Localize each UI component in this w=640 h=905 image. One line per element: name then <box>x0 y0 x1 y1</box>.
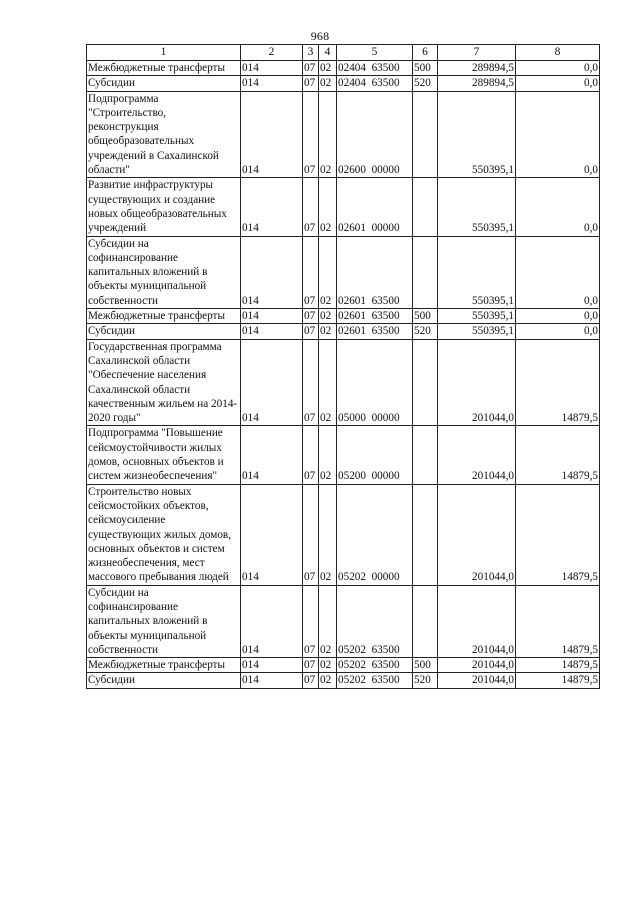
subsection-code-cell: 02 <box>319 585 337 657</box>
column-header: 1 <box>87 45 241 61</box>
column-header: 6 <box>413 45 438 61</box>
expense-type-cell: 500 <box>413 61 438 76</box>
expense-type-cell <box>413 484 438 585</box>
amount-cell: 550395,1 <box>438 91 516 178</box>
expense-type-cell <box>413 236 438 308</box>
federal-amount-cell: 0,0 <box>516 324 600 339</box>
subsection-code-cell: 02 <box>319 426 337 484</box>
subsection-code-cell: 02 <box>319 324 337 339</box>
federal-amount-cell: 0,0 <box>516 309 600 324</box>
federal-amount-cell: 0,0 <box>516 76 600 91</box>
target-article-cell: 05200 00000 <box>337 426 413 484</box>
budget-table <box>86 44 600 689</box>
column-header: 4 <box>319 45 337 61</box>
row-name-cell: Субсидии <box>87 673 241 688</box>
amount-cell: 550395,1 <box>438 309 516 324</box>
federal-amount-cell: 14879,5 <box>516 585 600 657</box>
ministry-code-cell: 014 <box>241 61 303 76</box>
page-number: 968 <box>310 29 330 43</box>
target-article-cell: 05202 00000 <box>337 484 413 585</box>
federal-amount-cell: 14879,5 <box>516 658 600 673</box>
target-article-cell: 02601 63500 <box>337 236 413 308</box>
subsection-code-cell: 02 <box>319 61 337 76</box>
row-name-cell: Субсидии <box>87 324 241 339</box>
subsection-code-cell: 02 <box>319 178 337 236</box>
table-row <box>87 585 600 657</box>
ministry-code-cell: 014 <box>241 585 303 657</box>
table-row <box>87 91 600 178</box>
amount-cell: 201044,0 <box>438 673 516 688</box>
expense-type-cell <box>413 178 438 236</box>
target-article-cell: 02600 00000 <box>337 91 413 178</box>
amount-cell: 289894,5 <box>438 61 516 76</box>
table-row <box>87 673 600 688</box>
section-code-cell: 07 <box>303 76 319 91</box>
table-row <box>87 339 600 426</box>
table-row <box>87 658 600 673</box>
federal-amount-cell: 0,0 <box>516 61 600 76</box>
amount-cell: 201044,0 <box>438 339 516 426</box>
column-header: 7 <box>438 45 516 61</box>
subsection-code-cell: 02 <box>319 339 337 426</box>
expense-type-cell: 500 <box>413 309 438 324</box>
federal-amount-cell: 0,0 <box>516 91 600 178</box>
target-article-cell: 02601 63500 <box>337 324 413 339</box>
table-row <box>87 426 600 484</box>
amount-cell: 289894,5 <box>438 76 516 91</box>
ministry-code-cell: 014 <box>241 673 303 688</box>
section-code-cell: 07 <box>303 484 319 585</box>
expense-type-cell <box>413 339 438 426</box>
expense-type-cell: 500 <box>413 658 438 673</box>
ministry-code-cell: 014 <box>241 324 303 339</box>
row-name-cell: Подпрограмма "Повышение сейсмоустойчивости жилых домов, основных объектов и систем жизнеобеспечения" <box>87 426 241 484</box>
subsection-code-cell: 02 <box>319 236 337 308</box>
row-name-cell: Развитие инфраструктуры существующих и создание новых общеобразовательных учреждений <box>87 178 241 236</box>
amount-cell: 201044,0 <box>438 658 516 673</box>
expense-type-cell: 520 <box>413 673 438 688</box>
ministry-code-cell: 014 <box>241 484 303 585</box>
table-row <box>87 178 600 236</box>
subsection-code-cell: 02 <box>319 658 337 673</box>
row-name-cell: Субсидии <box>87 76 241 91</box>
expense-type-cell: 520 <box>413 324 438 339</box>
subsection-code-cell: 02 <box>319 673 337 688</box>
section-code-cell: 07 <box>303 178 319 236</box>
table-row <box>87 324 600 339</box>
ministry-code-cell: 014 <box>241 91 303 178</box>
target-article-cell: 05202 63500 <box>337 658 413 673</box>
target-article-cell: 02601 63500 <box>337 309 413 324</box>
row-name-cell: Государственная программа Сахалинской области "Обеспечение населения Сахалинской области качественным жильем на 2014-2020 годы" <box>87 339 241 426</box>
subsection-code-cell: 02 <box>319 484 337 585</box>
federal-amount-cell: 14879,5 <box>516 339 600 426</box>
section-code-cell: 07 <box>303 324 319 339</box>
federal-amount-cell: 14879,5 <box>516 673 600 688</box>
federal-amount-cell: 0,0 <box>516 178 600 236</box>
target-article-cell: 05202 63500 <box>337 673 413 688</box>
section-code-cell: 07 <box>303 91 319 178</box>
row-name-cell: Субсидии на софинансирование капитальных вложений в объекты муниципальной собственности <box>87 236 241 308</box>
expense-type-cell <box>413 91 438 178</box>
table-header-row <box>87 45 600 61</box>
section-code-cell: 07 <box>303 673 319 688</box>
federal-amount-cell: 0,0 <box>516 236 600 308</box>
table-row <box>87 309 600 324</box>
section-code-cell: 07 <box>303 309 319 324</box>
expense-type-cell <box>413 585 438 657</box>
amount-cell: 550395,1 <box>438 236 516 308</box>
target-article-cell: 05202 63500 <box>337 585 413 657</box>
subsection-code-cell: 02 <box>319 76 337 91</box>
column-header: 2 <box>241 45 303 61</box>
target-article-cell: 02404 63500 <box>337 61 413 76</box>
ministry-code-cell: 014 <box>241 426 303 484</box>
federal-amount-cell: 14879,5 <box>516 426 600 484</box>
row-name-cell: Межбюджетные трансферты <box>87 658 241 673</box>
amount-cell: 550395,1 <box>438 178 516 236</box>
expense-type-cell <box>413 426 438 484</box>
amount-cell: 201044,0 <box>438 585 516 657</box>
row-name-cell: Строительство новых сейсмостойких объектов, сейсмоусиление существующих жилых домов, основных объектов и систем жизнеобеспечения, мест массового пребывания людей <box>87 484 241 585</box>
expense-type-cell: 520 <box>413 76 438 91</box>
ministry-code-cell: 014 <box>241 76 303 91</box>
column-header: 3 <box>303 45 319 61</box>
section-code-cell: 07 <box>303 339 319 426</box>
ministry-code-cell: 014 <box>241 309 303 324</box>
table-row <box>87 61 600 76</box>
row-name-cell: Подпрограмма "Строительство, реконструкция общеобразовательных учреждений в Сахалинской области" <box>87 91 241 178</box>
column-header: 5 <box>337 45 413 61</box>
ministry-code-cell: 014 <box>241 236 303 308</box>
amount-cell: 550395,1 <box>438 324 516 339</box>
amount-cell: 201044,0 <box>438 426 516 484</box>
section-code-cell: 07 <box>303 426 319 484</box>
section-code-cell: 07 <box>303 61 319 76</box>
federal-amount-cell: 14879,5 <box>516 484 600 585</box>
amount-cell: 201044,0 <box>438 484 516 585</box>
section-code-cell: 07 <box>303 585 319 657</box>
target-article-cell: 02404 63500 <box>337 76 413 91</box>
subsection-code-cell: 02 <box>319 91 337 178</box>
subsection-code-cell: 02 <box>319 309 337 324</box>
table-row <box>87 484 600 585</box>
ministry-code-cell: 014 <box>241 339 303 426</box>
target-article-cell: 05000 00000 <box>337 339 413 426</box>
column-header: 8 <box>516 45 600 61</box>
ministry-code-cell: 014 <box>241 178 303 236</box>
row-name-cell: Межбюджетные трансферты <box>87 309 241 324</box>
section-code-cell: 07 <box>303 236 319 308</box>
table-row <box>87 76 600 91</box>
target-article-cell: 02601 00000 <box>337 178 413 236</box>
row-name-cell: Межбюджетные трансферты <box>87 61 241 76</box>
ministry-code-cell: 014 <box>241 658 303 673</box>
table-row <box>87 236 600 308</box>
section-code-cell: 07 <box>303 658 319 673</box>
row-name-cell: Субсидии на софинансирование капитальных вложений в объекты муниципальной собственности <box>87 585 241 657</box>
